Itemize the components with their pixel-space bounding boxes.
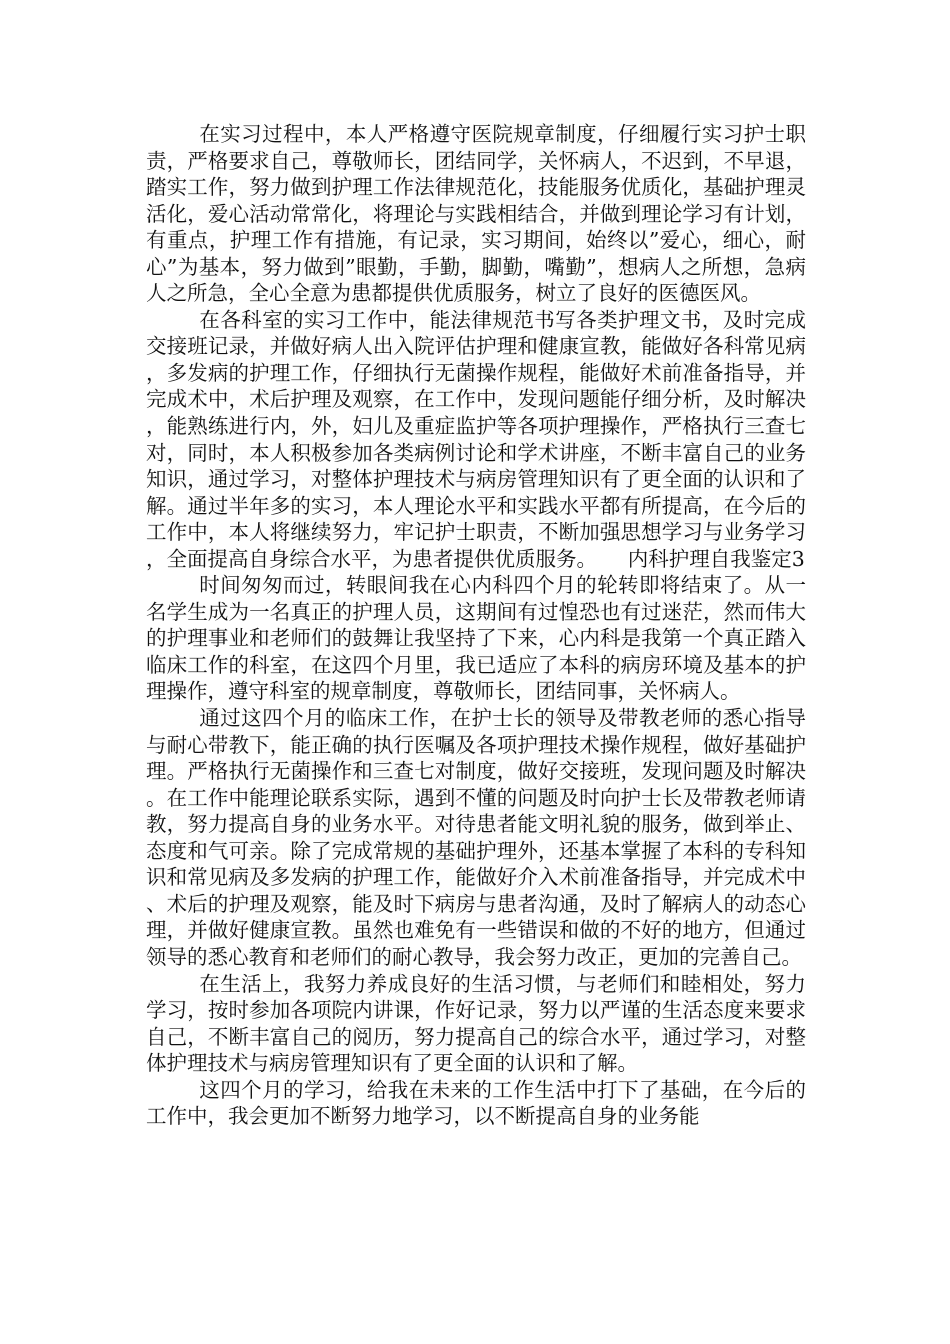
paragraph-department-work: 在各科室的实习工作中，能法律规范书写各类护理文书，及时完成交接班记录，并做好病人出入院评估护理和健康宣教，能做好各科常见病，多发病的护理工作，仔细执行无菌操作规程，能做好术前准备指导，并完成术中，术后护理及观察，在工作中，发现问题能仔细分析，及时解决，能熟练进行内，外，妇儿及重症监护等各项护理操作，严格执行三查七对，同时，本人积极参加各类病例讨论和学术讲座，不断丰富自己的业务知识，通过学习，对整体护理技术与病房管理知识有了更全面的认识和了解。通过半年多的实习，本人理论水平和实践水平都有所提高，在今后的工作中，本人将继续努力，牢记护士职责，不断加强思想学习与业务学习，全面提高自身综合水平，为患者提供优质服务。 内科护理自我鉴定3 [146,307,806,571]
paragraph-cardiology-rotation: 时间匆匆而过，转眼间我在心内科四个月的轮转即将结束了。从一名学生成为一名真正的护理人员，这期间有过惶恐也有过迷茫，然而伟大的护理事业和老师们的鼓舞让我坚持了下来，心内科是我第一个真正踏入临床工作的科室，在这四个月里，我已适应了本科的病房环境及基本的护理操作，遵守科室的规章制度，尊敬师长，团结同事，关怀病人。 [146,573,806,704]
paragraph-future-plans: 这四个月的学习，给我在未来的工作生活中打下了基础，在今后的工作中，我会更加不断努力地学习，以不断提高自身的业务能 [146,1077,806,1129]
paragraph-internship-conduct: 在实习过程中，本人严格遵守医院规章制度，仔细履行实习护士职责，严格要求自己，尊敬师长，团结同学，关怀病人，不迟到，不早退，踏实工作，努力做到护理工作法律规范化，技能服务优质化，基础护理灵活化，爱心活动常常化，将理论与实践相结合，并做到理论学习有计划，有重点，护理工作有措施，有记录，实习期间，始终以”爱心，细心，耐心”为基本，努力做到”眼勤，手勤，脚勤，嘴勤”，想病人之所想，急病人之所急，全心全意为患都提供优质服务，树立了良好的医德医风。 [146,122,806,306]
paragraph-clinical-work: 通过这四个月的临床工作，在护士长的领导及带教老师的悉心指导与耐心带教下，能正确的执行医嘱及各项护理技术操作规程，做好基础护理。严格执行无菌操作和三查七对制度，做好交接班，发现问题及时解决。在工作中能理论联系实际，遇到不懂的问题及时向护士长及带教老师请教，努力提高自身的业务水平。对待患者能文明礼貌的服务，做到举止、态度和气可亲。除了完成常规的基础护理外，还基本掌握了本科的专科知识和常见病及多发病的护理工作，能做好介入术前准备指导，并完成术中、术后的护理及观察，能及时下病房与患者沟通，及时了解病人的动态心理，并做好健康宣教。虽然也难免有一些错误和做的不好的地方，但通过领导的悉心教育和老师们的耐心教导，我会努力改正，更加的完善自己。 [146,706,806,969]
document-body [146,121,806,1130]
paragraph-daily-life: 在生活上，我努力养成良好的生活习惯，与老师们和睦相处，努力学习，按时参加各项院内讲课，作好记录，努力以严谨的生活态度来要求自己，不断丰富自己的阅历，努力提高自己的综合水平，通过学习，对整体护理技术与病房管理知识有了更全面的认识和了解。 [146,971,806,1076]
